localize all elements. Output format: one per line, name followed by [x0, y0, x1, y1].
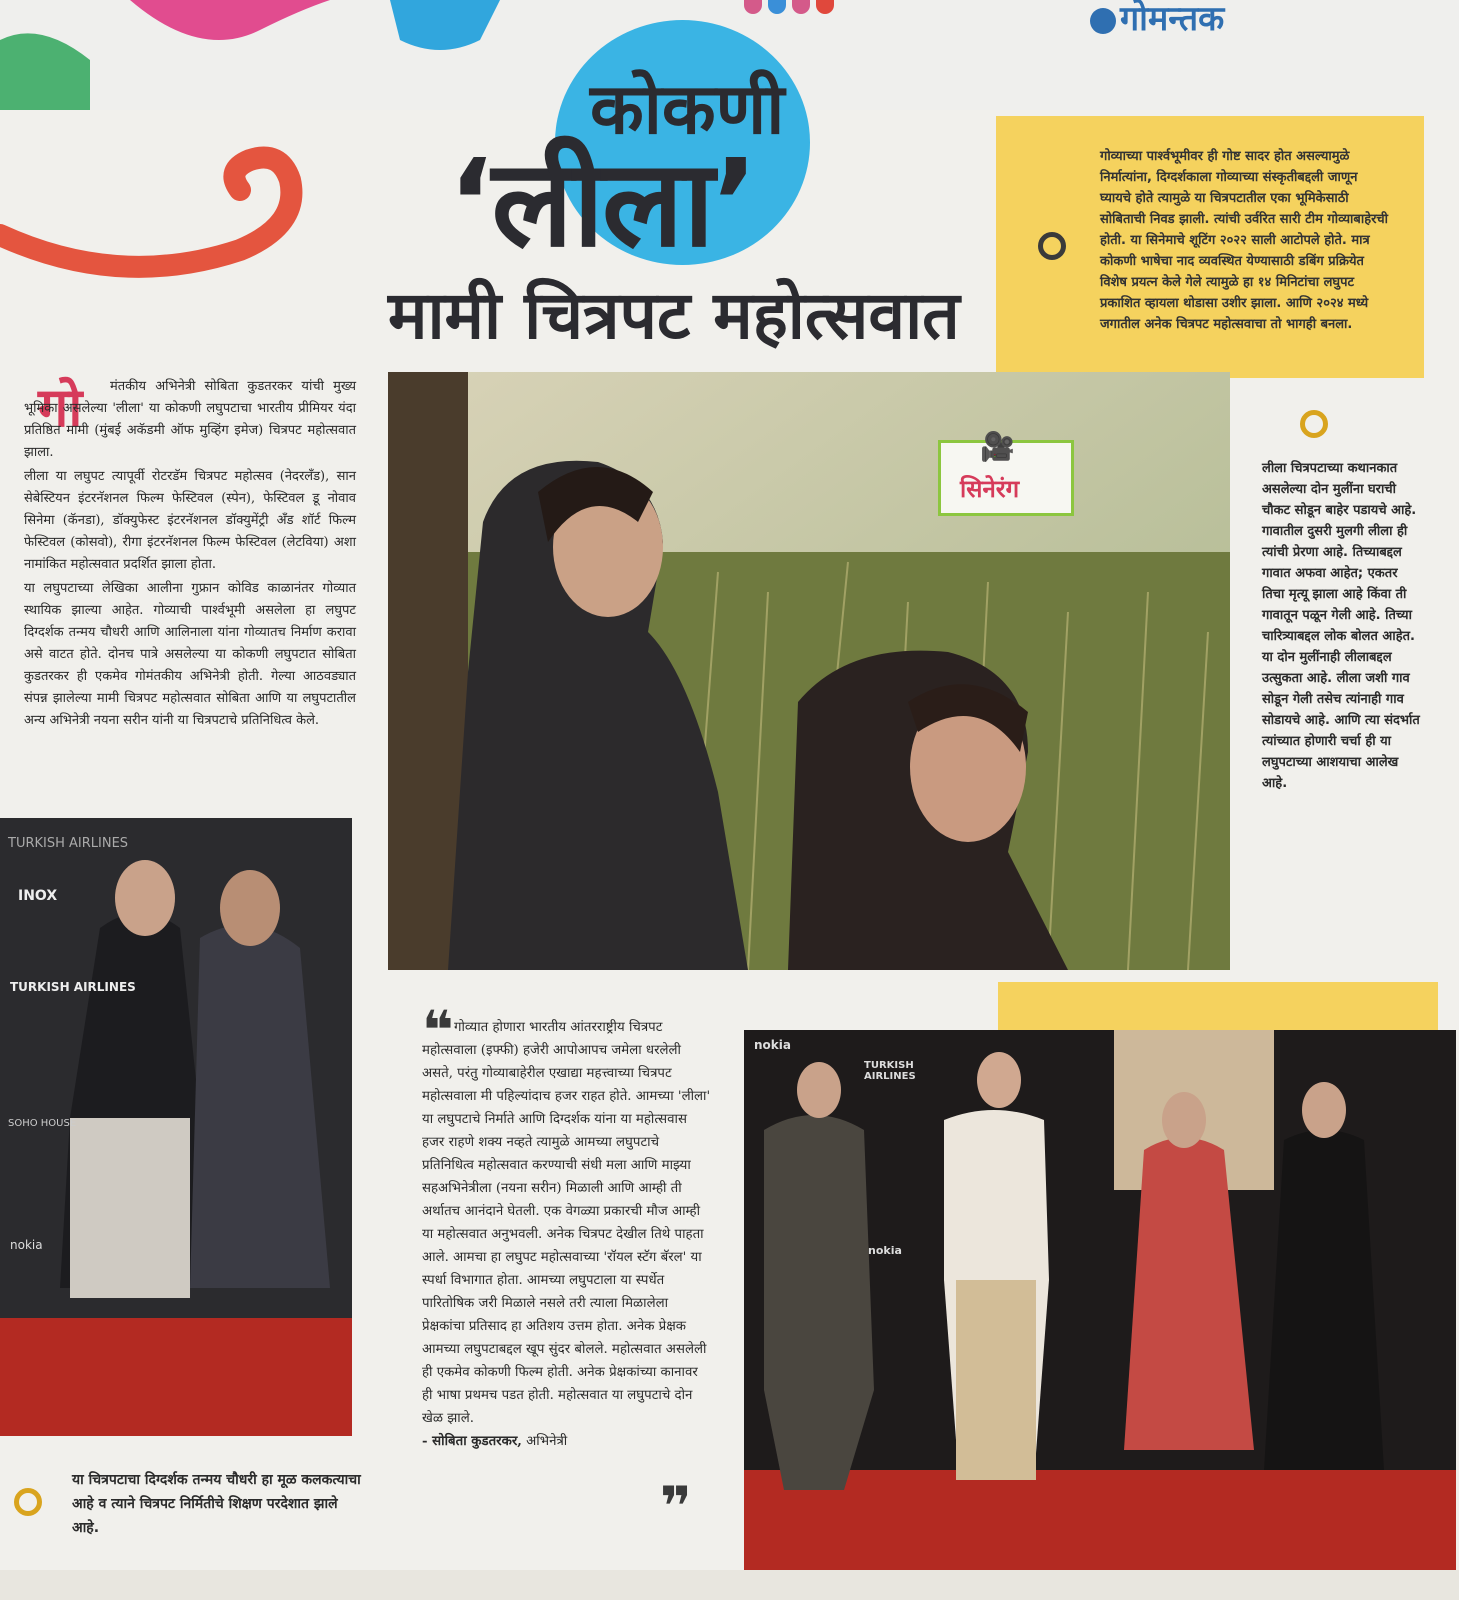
event-photo-bottom-illustration — [744, 1030, 1456, 1570]
page-bottom-edge — [0, 1570, 1459, 1600]
backdrop-logo: SOHO HOUSE — [8, 1118, 77, 1129]
film-still-illustration — [388, 372, 1230, 970]
film-camera-icon: 🎥 — [980, 430, 1015, 463]
event-photo-left — [0, 818, 352, 1436]
quote-text: गोव्यात होणारा भारतीय आंतरराष्ट्रीय चित्रपट महोत्सवाला (इफ्फी) हजेरी आपोआपच जमेला धरलेली असते, परंतु गोव्याबाहेरील एखाद्या महत्त्वाच्या चित्रपट महोत्सवाला मी पहिल्यांदाच हजर राहत होते. आमच्या 'लीला' या लघुपटाचे निर्माते आणि दिग्दर्शक यांना या महोत्सवास हजर राहणे शक्य नव्हते त्यामुळे आमच्या लघुपटाचे प्रतिनिधित्व महोत्सवात करण्याची संधी मला आणि माझ्या सहअभिनेत्रीला (नयना सरीन) मिळाली आणि आम्ही ती अर्थातच आनंदाने घेतली. एक वेगळ्या प्रकारची मौज आम्ही या महोत्सवात अनुभवली. अनेक चित्रपट देखील तिथे पाहता आले. आमचा हा लघुपट महोत्सवाच्या 'रॉयल स्टॅग बॅरल' या स्पर्धा विभागात होता. आमच्या लघुपटाला या स्पर्धेत पारितोषिक जरी मिळाले नसले तरी त्याला मिळालेला प्रेक्षकांचा प्रतिसाद हा अतिशय उत्तम होता. अनेक प्रेक्षक आमच्या लघुपटाबद्दल खूप सुंदर बोलले. महोत्सवात असलेली ही एकमेव कोकणी फिल्म होती. अनेक प्रेक्षकांच्या कानावर ही भाषा प्रथमच पडत होती. महोत्सवात या लघुपटाचे दोन खेळ झाले. — [422, 1020, 711, 1426]
quote-attribution — [422, 1430, 712, 1453]
close-quote-icon: ❞ — [660, 1475, 692, 1538]
headline-main: ‘लीला’ — [448, 135, 757, 274]
article-body — [24, 376, 356, 734]
article-paragraph: मंतकीय अभिनेत्री सोबिता कुडतरकर यांची मुख्य भूमिका असलेल्या 'लीला' या कोकणी लघुपटाचा भारतीय प्रीमियर यंदा प्रतिष्ठित मामी (मुंबई अकॅडमी ऑफ मुव्हिंग इमेज) चित्रपट महोत्सवात झाला. — [24, 379, 356, 460]
photo-caption: या चित्रपटाचा दिग्दर्शक तन्मय चौधरी हा मूळ कलकत्याचा आहे व त्याने चित्रपट निर्मितीचे शिक्षण परदेशात झाले आहे. — [72, 1472, 361, 1536]
article-paragraph: या लघुपटाच्या लेखिका आलीना गुफ्रान कोविड काळानंतर गोव्यात स्थायिक झाल्या आहेत. गोव्याची पार्श्वभूमी असलेला हा लघुपट दिग्दर्शक तन्मय चौधरी आणि आलिनाला यांना गोव्यातच निर्माण करावा असे वाटत होते. दोनच पात्रे असलेल्या या कोकणी लघुपटात सोबिता कुडतरकर ही एकमेव गोमंतकीय अभिनेत्री होती. गेल्या आठवड्यात संपन्न झालेल्या मामी चित्रपट महोत्सवात सोबिता आणि या लघुपटातील अन्य अभिनेत्री नयना सरीन यांनी या चित्रपटाचे प्रतिनिधित्व केले. — [24, 581, 356, 728]
open-quote-icon: ❝ — [422, 999, 454, 1062]
info-box-text: गोव्याच्या पार्श्वभूमीवर ही गोष्ट सादर होत असल्यामुळे निर्मात्यांना, दिग्दर्शकाला गोव्याच्या संस्कृतीबद्दली जाणून घ्यायचे होते त्यामुळे या चित्रपटातील एका भूमिकेसाठी सोबिताची निवड झाली. त्यांची उर्वरित सारी टीम गोव्याबाहेरची होती. या सिनेमाचे शूटिंग २०२२ साली आटोपले होते. मात्र कोकणी भाषेचा नाद व्यवस्थित येण्यासाठी डबिंग प्रक्रियेत विशेष प्रयत्न केले गेले त्यामुळे हा १४ मिनिटांचा लघुपट प्रकाशित व्हायला थोडासा उशीर झाला. आणि २०२४ मध्ये जगातील अनेक चित्रपट महोत्सवाचा तो भागही बनला. — [1100, 149, 1389, 332]
side-column-text: लीला चित्रपटाच्या कथानकात असलेल्या दोन मुलींना घराची चौकट सोडून बाहेर पडायचे आहे. गावातील दुसरी मुलगी लीला ही त्यांची प्रेरणा आहे. तिच्याबद्दल गावात अफवा आहेत; एकतर तिचा मृत्यू झाला आहे किंवा ती गावातून पळून गेली आहे. तिच्या चारित्र्याबद्दल लोक बोलत आहेत. या दोन मुलींनाही लीलाबद्दल उत्सुकता आहे. लीला जशी गाव सोडून गेली तसेच त्यांनाही गाव सोडायचे आहे. आणि त्या संदर्भात त्यांच्यात होणारी चर्चा ही या लघुपटाच्या आशयाचा आलेख आहे. — [1262, 461, 1420, 791]
twitter-icon — [768, 0, 786, 14]
headline-sub: मामी चित्रपट महोत्सवात — [388, 277, 960, 354]
backdrop-logo: nokia — [754, 1038, 791, 1052]
section-tag-label — [960, 472, 1019, 505]
brand-logo — [1090, 0, 1224, 40]
backdrop-logo: nokia — [868, 1244, 902, 1257]
section-tag-part2: रंग — [995, 475, 1020, 503]
brand-name: गोमन्तक — [1120, 0, 1225, 39]
quote-author: - सोबिता कुडतरकर, — [422, 1434, 522, 1449]
backdrop-logo: TURKISH AIRLINES — [10, 980, 136, 994]
headline-top: कोकणी — [590, 68, 785, 150]
drop-cap: गो — [38, 376, 83, 439]
quote-author-role: अभिनेत्री — [521, 1434, 568, 1449]
section-tag-part1: सिने — [960, 475, 996, 503]
quote-block — [422, 1016, 712, 1453]
quote-bubble-icon — [1038, 232, 1066, 260]
backdrop-logo: nokia — [10, 1238, 43, 1252]
quote-bubble-icon — [1300, 410, 1328, 438]
decorative-swirl — [0, 140, 310, 290]
youtube-icon — [816, 0, 834, 14]
film-still-photo — [388, 372, 1230, 970]
backdrop-logo: TURKISH AIRLINES — [864, 1060, 916, 1082]
instagram-icon — [792, 0, 810, 14]
social-icons — [744, 0, 834, 14]
event-photo-bottom — [744, 1030, 1456, 1570]
masthead-logo-art — [0, 0, 520, 110]
quote-bubble-icon — [14, 1488, 42, 1516]
backdrop-logo: TURKISH AIRLINES — [8, 836, 129, 851]
brand-emblem-icon — [1090, 8, 1116, 34]
decorative-yellow-strip — [998, 982, 1438, 1032]
backdrop-logo: INOX — [18, 888, 58, 904]
facebook-icon — [744, 0, 762, 14]
article-paragraph: लीला या लघुपट त्यापूर्वी रोटरडॅम चित्रपट महोत्सव (नेदरलँड), सान सेबेस्टियन इंटरनॅशनल फिल्म फेस्टिवल (स्पेन), फेस्टिवल डू नोवाव सिनेमा (कॅनडा), डॉक्युफेस्ट इंटरनॅशनल डॉक्युमेंट्री अँड शॉर्ट फिल्म फेस्टिवल (कोसवो), रीगा इंटरनॅशनल फिल्म फेस्टिवल (लेटविया) अशा नामांकित महोत्सवात प्रदर्शित झाला होता. — [24, 469, 356, 572]
